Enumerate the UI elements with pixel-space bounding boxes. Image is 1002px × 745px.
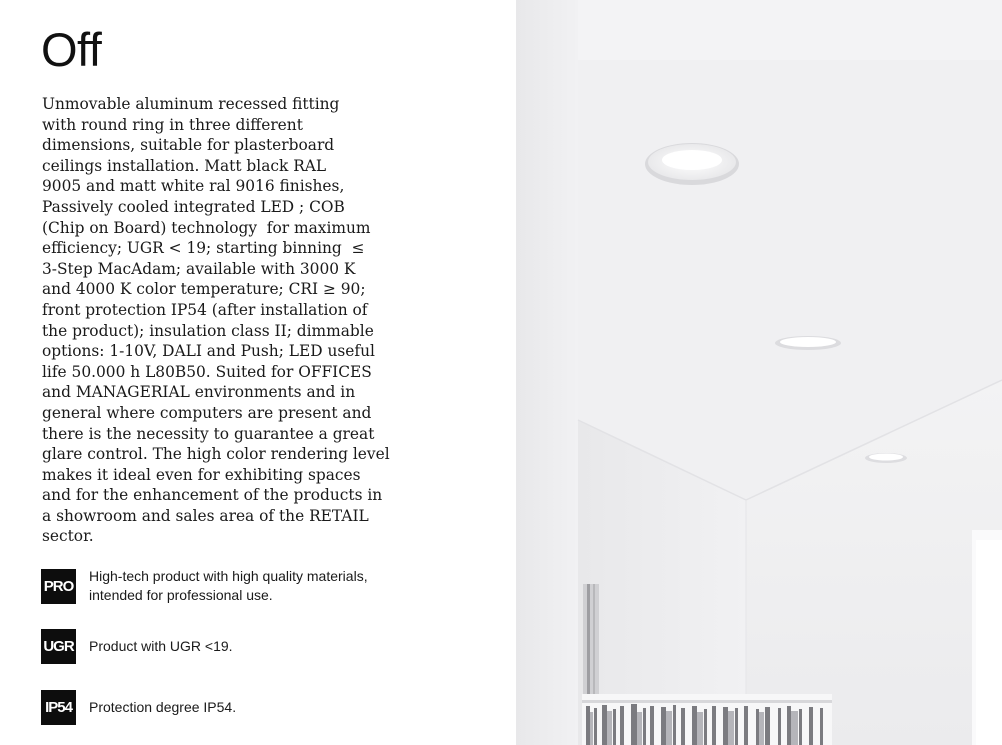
description-line: and 4000 K color temperature; CRI ≥ 90;: [42, 280, 366, 299]
description-line: 9005 and matt white ral 9016 finishes,: [42, 177, 345, 196]
description-line: there is the necessity to guarantee a great: [42, 424, 375, 443]
description-line: dimensions, suitable for plasterboard: [42, 136, 335, 155]
description-line: ceilings installation. Matt black RAL: [42, 156, 327, 175]
feature-ugr-text: [89, 637, 233, 656]
description-line: general where computers are present and: [42, 403, 372, 422]
feature-ip54: [41, 690, 421, 725]
feature-ugr: [41, 629, 421, 664]
office-ceiling-illustration: [516, 0, 1002, 745]
description-line: with round ring in three different: [42, 115, 303, 134]
description-line: a showroom and sales area of the RETAIL: [42, 506, 369, 525]
description-line: Passively cooled integrated LED ; COB: [42, 197, 345, 216]
description-line: the product); insulation class II; dimmable: [42, 321, 374, 340]
description-line: 3-Step MacAdam; available with 3000 K: [42, 259, 356, 278]
feature-pro-line: intended for professional use.: [89, 587, 273, 603]
description-line: makes it ideal even for exhibiting spaces: [42, 465, 361, 484]
description-line: sector.: [42, 527, 94, 546]
description-line: Unmovable aluminum recessed fitting: [42, 95, 340, 113]
description-line: options: 1-10V, DALI and Push; LED useful: [42, 342, 375, 361]
description-line: efficiency; UGR < 19; starting binning ≤: [42, 239, 365, 258]
feature-pro-text: [89, 567, 368, 605]
description-line: and for the enhancement of the products in: [42, 486, 383, 505]
description-line: glare control. The high color rendering level: [42, 445, 390, 464]
product-description: [42, 94, 404, 547]
feature-pro-line: High-tech product with high quality materials,: [89, 568, 368, 584]
product-installation-photo: [516, 0, 1002, 745]
feature-ip54-text: [89, 698, 236, 717]
description-line: life 50.000 h L80B50. Suited for OFFICES: [42, 362, 372, 381]
description-line: and MANAGERIAL environments and in: [42, 383, 356, 402]
feature-ugr-line: Product with UGR <19.: [89, 638, 233, 654]
feature-pro: [41, 567, 421, 605]
ugr-badge-icon: UGR: [41, 629, 76, 664]
product-title: Off: [41, 23, 102, 76]
feature-ip54-line: Protection degree IP54.: [89, 699, 237, 715]
description-line: (Chip on Board) technology for maximum: [42, 218, 371, 237]
ip54-badge-icon: IP54: [41, 690, 76, 725]
description-line: front protection IP54 (after installation of: [42, 300, 368, 319]
pro-badge-icon: PRO: [41, 569, 76, 604]
